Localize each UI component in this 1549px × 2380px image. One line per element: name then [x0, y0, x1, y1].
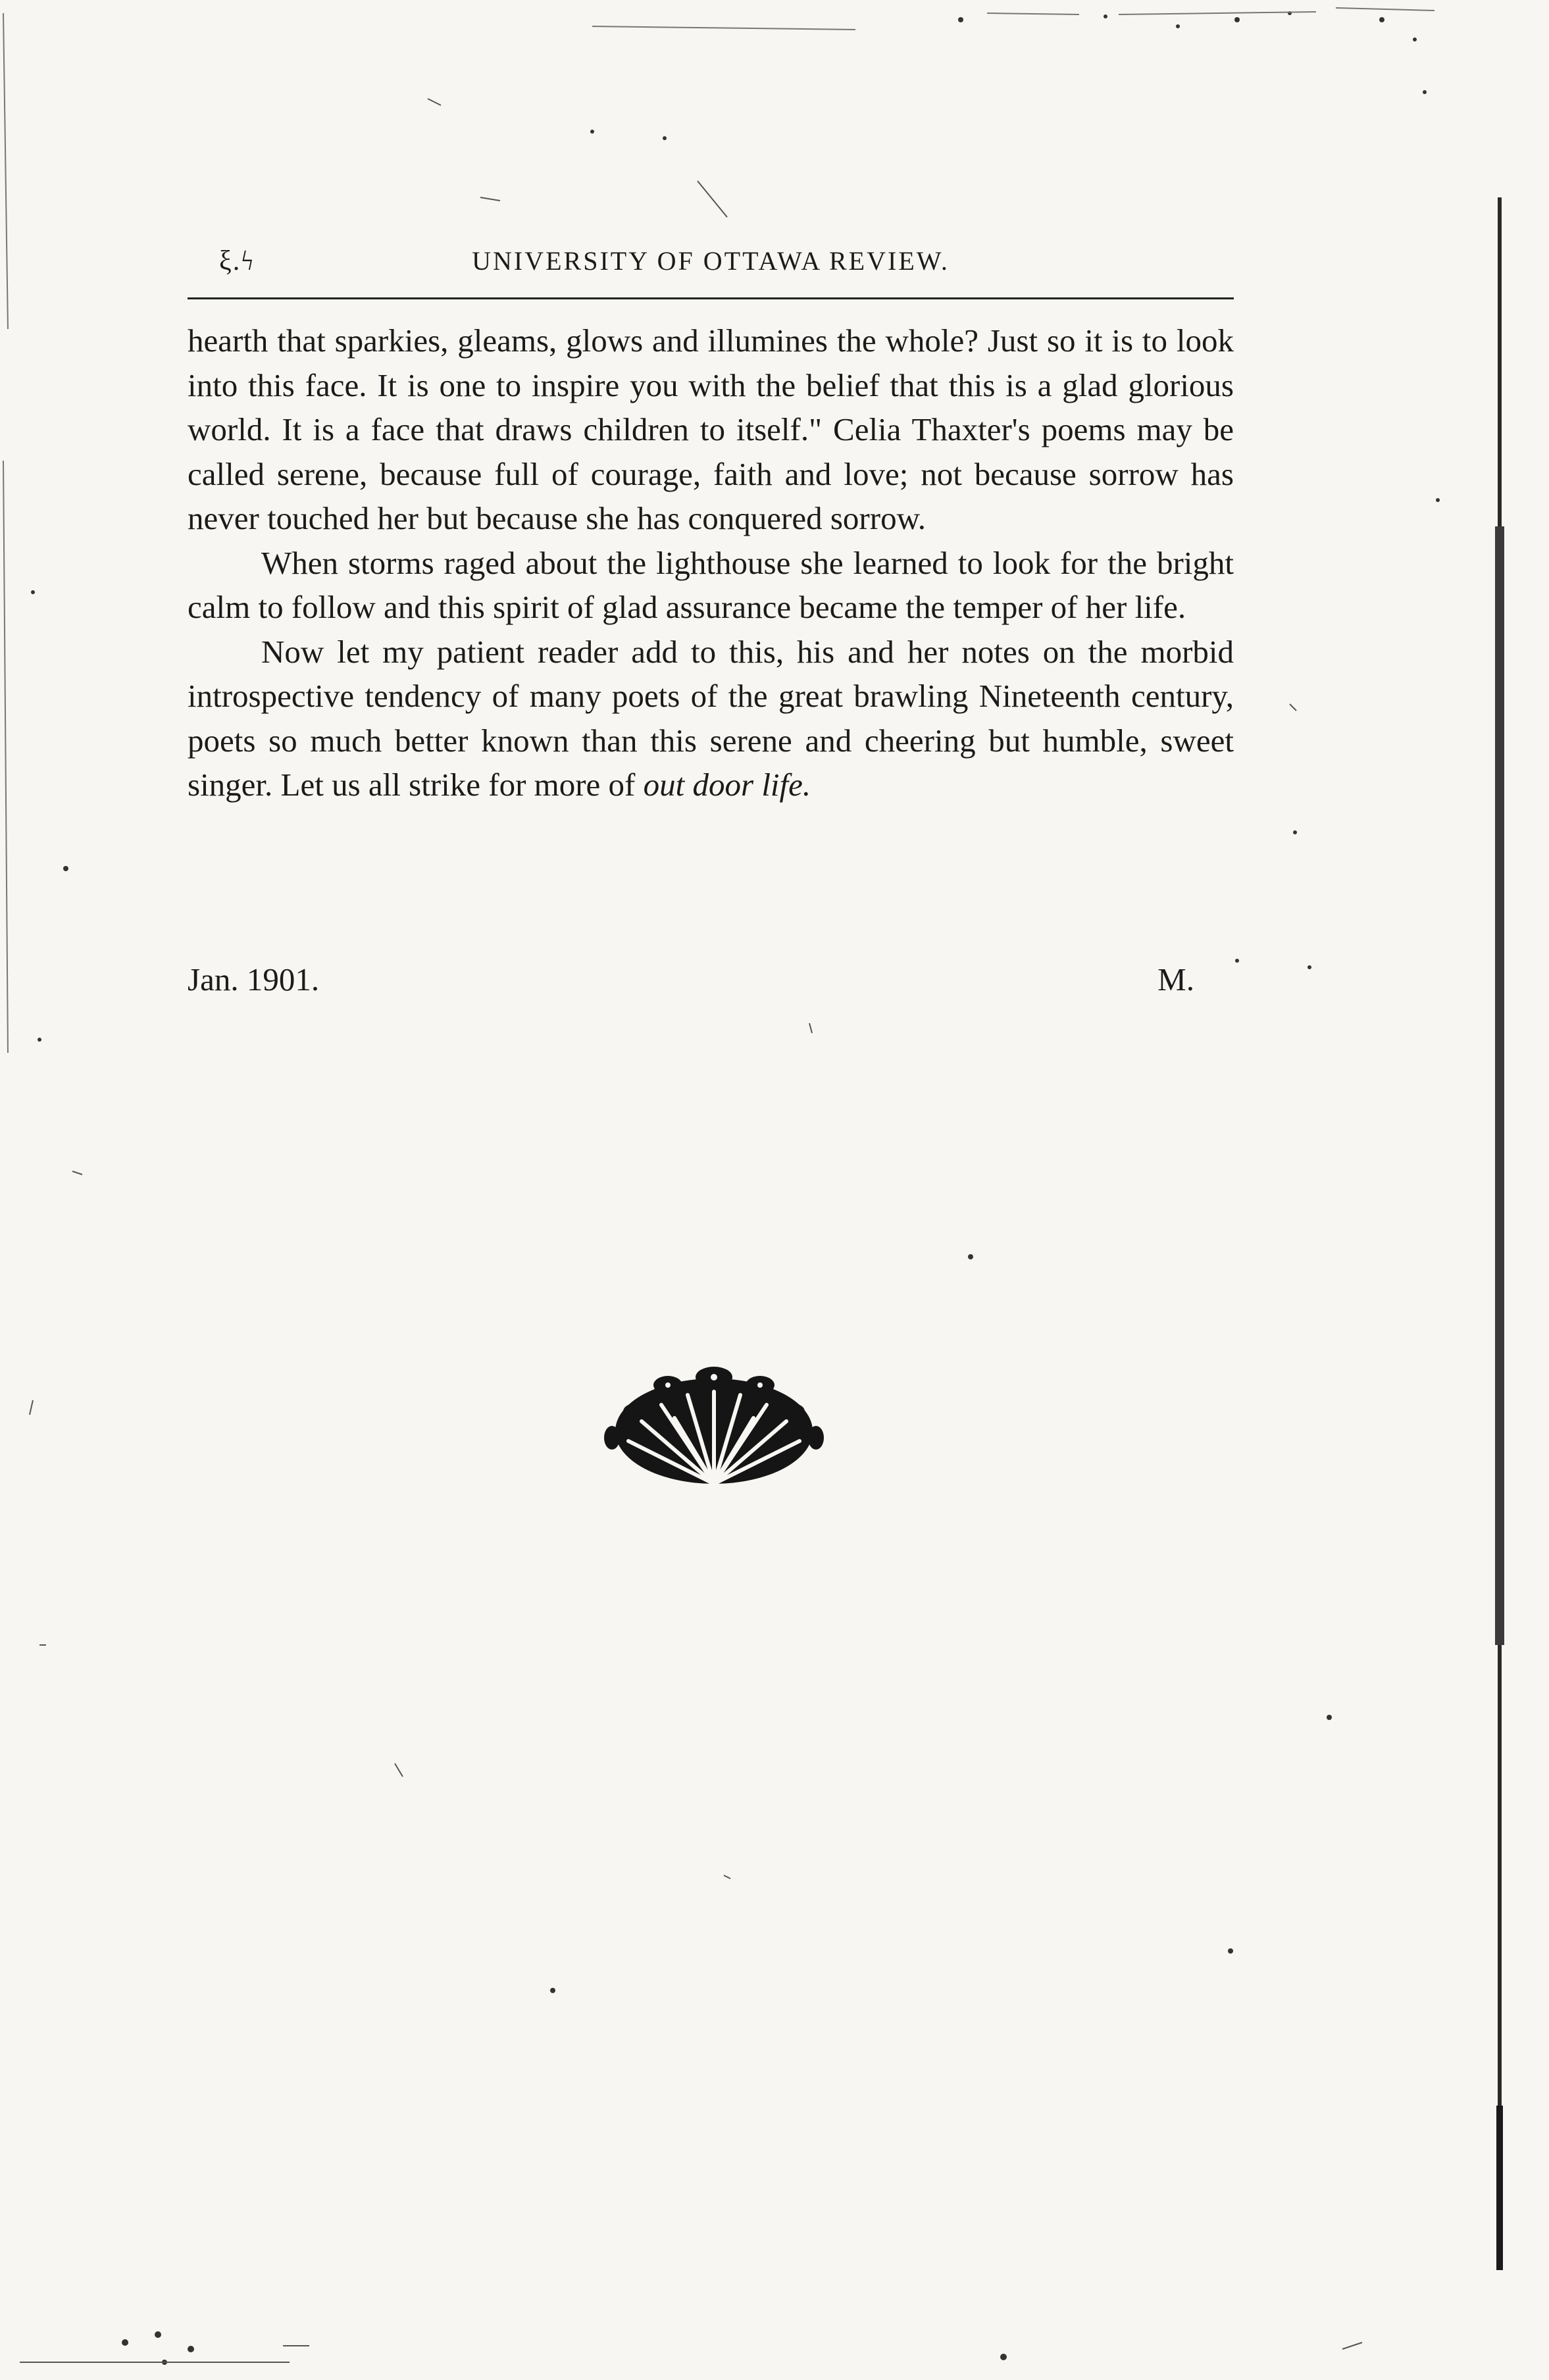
binding-edge	[1495, 197, 1504, 2270]
signoff	[188, 961, 1194, 1007]
paragraph-3-text: Now let my patient reader add to this, his and her notes on the morbid introspective tendency of many poets of the great brawling Nineteenth century, poets so much better known than this serene and cheering but humble, sweet singer. Let us all strike for more of	[188, 633, 1234, 803]
paragraph-2: When storms raged about the lighthouse she learned to look for the bright calm to follow and this spirit of glad assurance became the temper of her life.	[188, 544, 1234, 625]
header-rule	[188, 297, 1234, 299]
chrysanthemum-ornament-icon	[596, 1352, 832, 1497]
paragraph-1: hearth that sparkies, gleams, glows and illumines the whole? Just so it is to look into this face. It is one to inspire you with the belief that this is a glad glorious world. It is a face that draws children to itself." Celia Thaxter's poems may be called serene, because full of courage, faith and love; not because sorrow has never touched her but because she has conquered sorrow.	[188, 322, 1234, 536]
date-line: Jan. 1901.	[188, 961, 320, 998]
running-header	[188, 240, 1234, 286]
paragraph-3	[188, 630, 1234, 807]
author-initial: M.	[1157, 961, 1194, 998]
running-title: UNIVERSITY OF OTTAWA REVIEW.	[472, 246, 950, 276]
emphasis-out-door-life: out door life.	[643, 767, 811, 803]
page-number: ξ.ϟ	[219, 246, 255, 276]
article-body	[188, 318, 1234, 807]
